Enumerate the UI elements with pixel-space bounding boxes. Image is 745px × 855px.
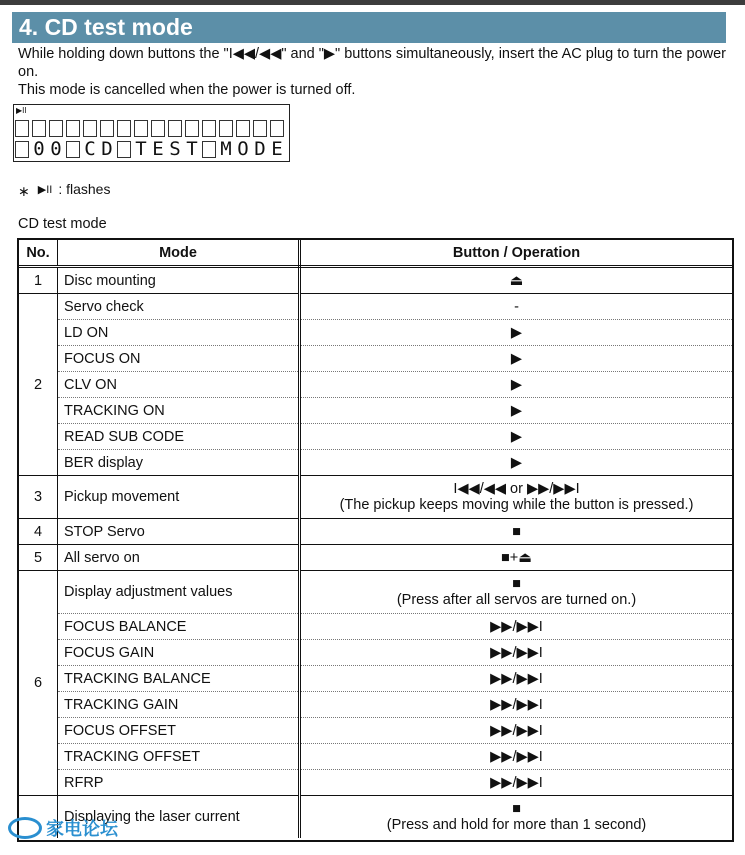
header-mode: Mode xyxy=(58,240,300,267)
lcd-cell xyxy=(202,141,216,158)
header-button: Button / Operation xyxy=(300,240,733,267)
lcd-row-2 xyxy=(15,140,287,158)
lcd-cell xyxy=(185,120,199,137)
row-button-note: (Press and hold for more than 1 second) xyxy=(386,817,647,833)
table-row xyxy=(19,346,732,372)
row-number: 3 xyxy=(19,476,58,519)
header-no: No. xyxy=(19,240,58,267)
table-row xyxy=(19,614,732,640)
row-button xyxy=(300,476,733,519)
row-mode: FOCUS ON xyxy=(58,346,300,372)
lcd-cell xyxy=(83,120,97,137)
forward-skip-icon: ▶▶/▶▶I xyxy=(300,614,733,640)
play-icon: ▶ xyxy=(300,320,733,346)
table-row xyxy=(19,294,732,320)
row-mode: Displaying the laser current xyxy=(58,796,300,839)
table-row xyxy=(19,744,732,770)
row-button: - xyxy=(300,294,733,320)
forward-skip-icon: ▶▶/▶▶I xyxy=(300,744,733,770)
flash-note xyxy=(18,178,110,200)
row-button-note: (Press after all servos are turned on.) xyxy=(396,592,637,608)
forward-skip-icon: ▶▶/▶▶I xyxy=(300,692,733,718)
table-row xyxy=(19,398,732,424)
row-mode: READ SUB CODE xyxy=(58,424,300,450)
row-mode: RFRP xyxy=(58,770,300,796)
table-row xyxy=(19,718,732,744)
logo-swoosh-icon xyxy=(8,817,42,839)
lcd-row-1 xyxy=(15,119,287,137)
lcd-cell xyxy=(117,141,131,158)
row-number: 2 xyxy=(19,294,58,476)
lcd-cell: C xyxy=(84,138,96,160)
lcd-cell xyxy=(117,120,131,137)
table-row xyxy=(19,692,732,718)
intro-line-2: This mode is cancelled when the power is turned off. xyxy=(18,82,356,98)
row-mode: Servo check xyxy=(58,294,300,320)
row-mode: TRACKING ON xyxy=(58,398,300,424)
play-pause-icon: ▶II xyxy=(37,183,53,196)
lcd-cell xyxy=(15,120,29,137)
row-number: 1 xyxy=(19,267,58,294)
table-row xyxy=(19,666,732,692)
row-mode: TRACKING BALANCE xyxy=(58,666,300,692)
row-mode: LD ON xyxy=(58,320,300,346)
lcd-cell xyxy=(151,120,165,137)
row-number: 4 xyxy=(19,519,58,545)
table-row xyxy=(19,267,732,294)
row-mode: All servo on xyxy=(58,545,300,571)
cd-test-mode-table xyxy=(17,238,734,842)
play-icon: ▶ xyxy=(300,398,733,424)
lcd-cell xyxy=(15,141,29,158)
lcd-cell: 0 xyxy=(50,138,62,160)
table-row xyxy=(19,424,732,450)
table-caption: CD test mode xyxy=(18,216,107,232)
table-row xyxy=(19,372,732,398)
lcd-cell: M xyxy=(220,138,232,160)
lcd-cell xyxy=(32,120,46,137)
lcd-cell xyxy=(202,120,216,137)
row-button-note: (The pickup keeps moving while the button is pressed.) xyxy=(339,497,694,513)
lcd-cell xyxy=(66,120,80,137)
forward-skip-icon: ▶▶/▶▶I xyxy=(300,718,733,744)
row-mode: CLV ON xyxy=(58,372,300,398)
lcd-cell xyxy=(100,120,114,137)
stop-icon: ■ xyxy=(300,519,733,545)
play-pause-indicator-icon: ▶II xyxy=(16,106,27,115)
intro-line-1: While holding down buttons the "I◀◀/◀◀" and "▶" buttons simultaneously, insert the AC plug to turn the power on. xyxy=(18,46,727,80)
table-row xyxy=(19,770,732,796)
row-number: 6 xyxy=(19,571,58,796)
lcd-display xyxy=(13,104,290,162)
intro-text xyxy=(18,45,733,99)
row-button xyxy=(300,571,733,614)
row-mode: Display adjustment values xyxy=(58,571,300,614)
forward-skip-icon: ▶▶/▶▶I xyxy=(300,770,733,796)
skip-search-icon: I◀◀/◀◀ or ▶▶/▶▶I xyxy=(453,481,580,497)
asterisk-icon: ∗ xyxy=(18,183,30,199)
watermark-text: 家电论坛 xyxy=(46,819,118,839)
stop-icon: ■ xyxy=(512,576,521,592)
lcd-cell: D xyxy=(254,138,266,160)
table-row xyxy=(19,450,732,476)
play-icon: ▶ xyxy=(300,346,733,372)
forward-skip-icon: ▶▶/▶▶I xyxy=(300,666,733,692)
row-number: 5 xyxy=(19,545,58,571)
stop-eject-icon: ■+⏏ xyxy=(300,545,733,571)
eject-icon: ⏏ xyxy=(300,267,733,294)
table-row xyxy=(19,476,732,519)
lcd-cell xyxy=(270,120,284,137)
row-mode: TRACKING GAIN xyxy=(58,692,300,718)
lcd-cell: 0 xyxy=(33,138,45,160)
lcd-cell xyxy=(134,120,148,137)
watermark-logo xyxy=(8,815,118,841)
row-mode: STOP Servo xyxy=(58,519,300,545)
top-bar xyxy=(0,0,745,5)
table-header-row xyxy=(19,240,732,267)
row-mode: Pickup movement xyxy=(58,476,300,519)
forward-skip-icon: ▶▶/▶▶I xyxy=(300,640,733,666)
row-mode: Disc mounting xyxy=(58,267,300,294)
row-mode: TRACKING OFFSET xyxy=(58,744,300,770)
table-row xyxy=(19,571,732,614)
table-row xyxy=(19,519,732,545)
lcd-cell xyxy=(253,120,267,137)
table-row xyxy=(19,640,732,666)
lcd-cell: E xyxy=(271,138,283,160)
lcd-cell: T xyxy=(186,138,198,160)
lcd-cell xyxy=(66,141,80,158)
row-mode: FOCUS BALANCE xyxy=(58,614,300,640)
play-icon: ▶ xyxy=(300,424,733,450)
lcd-cell xyxy=(49,120,63,137)
table-row xyxy=(19,796,732,839)
row-button xyxy=(300,796,733,839)
flash-note-text: : flashes xyxy=(58,181,111,197)
lcd-cell: O xyxy=(237,138,249,160)
play-icon: ▶ xyxy=(300,372,733,398)
table-row xyxy=(19,545,732,571)
lcd-cell: D xyxy=(101,138,113,160)
lcd-cell xyxy=(219,120,233,137)
lcd-cell: S xyxy=(169,138,181,160)
play-icon: ▶ xyxy=(300,450,733,476)
row-mode: BER display xyxy=(58,450,300,476)
row-mode: FOCUS OFFSET xyxy=(58,718,300,744)
lcd-cell xyxy=(236,120,250,137)
section-heading: 4. CD test mode xyxy=(12,12,726,43)
row-mode: FOCUS GAIN xyxy=(58,640,300,666)
lcd-cell xyxy=(168,120,182,137)
stop-icon: ■ xyxy=(512,801,521,817)
table-row xyxy=(19,320,732,346)
lcd-cell: E xyxy=(152,138,164,160)
lcd-cell: T xyxy=(135,138,147,160)
